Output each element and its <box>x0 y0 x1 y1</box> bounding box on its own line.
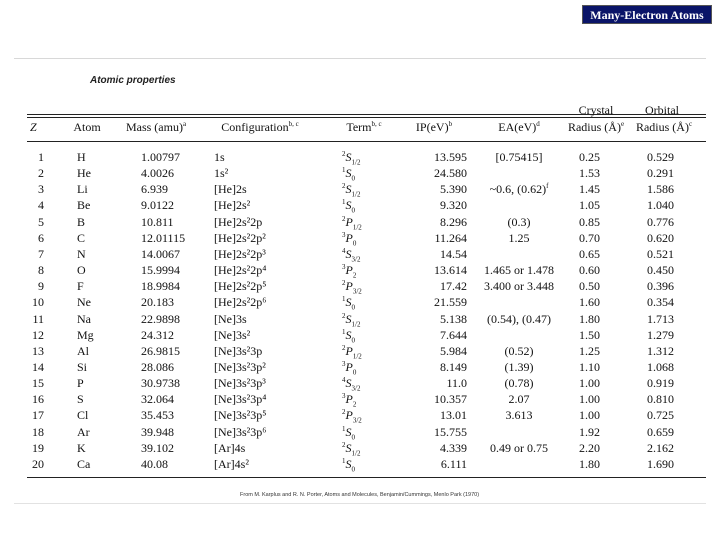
term-j: 0 <box>351 303 355 312</box>
term-letter: S <box>345 311 352 326</box>
term-j: 3/2 <box>351 384 361 393</box>
cell-mass: 14.0067 <box>141 246 180 261</box>
cell-ip: 5.984 <box>440 343 467 358</box>
cell-ea-value: 1.25 <box>508 230 530 245</box>
cell-atom: C <box>77 230 86 245</box>
cell-z: 10 <box>32 295 44 310</box>
term-letter: S <box>345 456 352 471</box>
term-letter: S <box>345 246 352 261</box>
cell-configuration: 1s <box>214 150 225 164</box>
cell-crystal: 0.85 <box>579 214 600 229</box>
cell-ea <box>506 409 533 422</box>
cell-crystal: 1.10 <box>579 359 600 374</box>
cell-z: 2 <box>38 166 44 181</box>
header-mass-label: Mass (amu) <box>125 120 183 134</box>
cell-term <box>342 343 362 361</box>
cell-z: 20 <box>32 456 44 471</box>
cell-orbital: 0.354 <box>647 295 674 310</box>
cell-orbital: 1.279 <box>647 327 674 342</box>
cell-configuration: [He]2s <box>214 182 247 197</box>
cell-configuration: [He]2s²2p³ <box>214 246 266 261</box>
cell-crystal: 1.92 <box>579 424 600 439</box>
section-heading: Atomic properties <box>90 75 176 86</box>
cell-ea-value: 1.465 or 1.478 <box>484 263 554 277</box>
cell-atom: Ca <box>77 456 91 471</box>
header-ea-label: EA(eV) <box>498 120 537 134</box>
term-letter: P <box>345 392 353 407</box>
term-multiplicity: 2 <box>342 279 346 288</box>
cell-orbital: 1.713 <box>647 311 674 326</box>
cell-atom: He <box>77 166 91 181</box>
cell-atom: N <box>77 246 86 261</box>
cell-term <box>342 426 355 439</box>
cell-ea-value: (0.78) <box>504 376 534 391</box>
cell-ea <box>505 361 534 374</box>
cell-atom: O <box>77 263 86 277</box>
cell-crystal: 1.25 <box>579 343 600 358</box>
cell-term <box>342 166 355 183</box>
term-j: 0 <box>352 368 357 377</box>
header-ea <box>498 121 539 134</box>
cell-mass: 40.08 <box>141 456 168 471</box>
cell-mass: 22.9898 <box>141 311 180 326</box>
cell-term <box>342 150 361 167</box>
cell-configuration: [Ne]3s²3p <box>214 343 263 358</box>
term-multiplicity: 1 <box>342 424 346 433</box>
cell-crystal: 0.70 <box>579 230 600 245</box>
cell-atom: Al <box>77 343 89 358</box>
cell-term <box>342 263 357 280</box>
cell-z: 17 <box>32 408 44 423</box>
header-ip-label: IP(eV) <box>415 120 449 134</box>
cell-ea <box>484 280 554 293</box>
cell-ea-value: 3.400 or 3.448 <box>484 279 554 294</box>
cell-orbital: 0.919 <box>647 376 674 391</box>
cell-ea-value: 2.07 <box>508 392 530 407</box>
header-rule <box>27 141 706 142</box>
header-ip-footnote: b <box>448 120 453 128</box>
header-crystal <box>568 121 624 134</box>
cell-ea-value: 0.49 or 0.75 <box>490 440 548 455</box>
cell-atom: P <box>77 376 84 391</box>
cell-atom: Ne <box>77 295 91 310</box>
cell-mass: 26.9815 <box>141 343 180 358</box>
cell-ip: 6.111 <box>440 456 467 471</box>
term-j: 1/2 <box>351 449 361 458</box>
cell-mass: 24.312 <box>141 327 174 342</box>
cell-atom: Li <box>77 182 88 197</box>
cell-z: 8 <box>38 263 44 277</box>
header-z: Z <box>30 120 37 134</box>
header-orbital-line1: Orbital <box>645 103 679 117</box>
cell-ea <box>490 183 549 196</box>
cell-atom: Ar <box>77 424 90 439</box>
term-letter: S <box>345 295 352 310</box>
cell-ea-value: [0.75415] <box>495 150 543 164</box>
cell-orbital: 1.312 <box>647 343 674 358</box>
cell-z: 16 <box>32 392 44 407</box>
term-j: 3/2 <box>352 287 362 296</box>
cell-ip: 15.755 <box>434 424 467 439</box>
term-letter: P <box>345 263 353 277</box>
term-j: 3/2 <box>352 416 362 425</box>
term-multiplicity: 2 <box>342 150 346 158</box>
cell-ea <box>484 264 554 277</box>
cell-crystal: 2.20 <box>579 440 600 455</box>
cell-ea-footnote: f <box>546 182 549 191</box>
cell-ea <box>508 216 531 229</box>
cell-mass: 32.064 <box>141 392 174 407</box>
term-letter: S <box>345 166 352 181</box>
cell-ea <box>505 377 534 390</box>
cell-ea-value: ~0.6, (0.62) <box>489 182 547 197</box>
cell-crystal: 1.00 <box>579 408 600 423</box>
cell-term <box>342 329 355 342</box>
cell-orbital: 2.162 <box>647 440 674 455</box>
cell-ip: 13.614 <box>434 263 467 277</box>
cell-ea <box>496 151 543 164</box>
cell-ip: 5.390 <box>440 182 467 197</box>
cell-z: 11 <box>32 311 44 326</box>
cell-z: 13 <box>32 343 44 358</box>
term-letter: S <box>345 182 352 197</box>
cell-z: 9 <box>38 279 44 294</box>
cell-z: 12 <box>32 327 44 342</box>
cell-term <box>342 440 361 458</box>
term-letter: P <box>345 343 353 358</box>
cell-ea <box>490 442 548 455</box>
cell-configuration: [Ne]3s²3p² <box>214 359 266 374</box>
cell-term <box>342 182 361 199</box>
term-multiplicity: 1 <box>342 327 346 336</box>
header-term-label: Term <box>346 120 372 134</box>
header-configuration-label: Configuration <box>221 120 289 134</box>
cell-mass: 12.01115 <box>141 230 186 245</box>
bottom-rule <box>27 477 706 478</box>
term-j: 0 <box>351 432 355 441</box>
term-j: 1/2 <box>351 158 361 167</box>
term-multiplicity: 1 <box>342 456 346 465</box>
term-multiplicity: 3 <box>342 392 346 401</box>
cell-term <box>342 359 357 377</box>
cell-configuration: 1s² <box>214 166 229 181</box>
term-j: 2 <box>352 271 357 280</box>
cell-crystal: 0.60 <box>579 263 600 277</box>
cell-term <box>342 216 362 229</box>
cell-orbital: 1.040 <box>647 198 674 213</box>
cell-atom: H <box>77 150 86 164</box>
cell-z: 18 <box>32 424 44 439</box>
cell-z: 6 <box>38 230 44 245</box>
cell-term <box>342 230 357 248</box>
cell-ea-value: (0.52) <box>504 343 534 358</box>
cell-ea <box>505 345 534 358</box>
header-orbital-footnote: c <box>688 120 693 128</box>
header-term-footnote: b, c <box>371 120 382 128</box>
term-multiplicity: 4 <box>342 376 346 385</box>
cell-term <box>342 376 361 393</box>
cell-ea <box>509 232 530 245</box>
term-j: 3/2 <box>351 255 361 264</box>
cell-ea-value: 3.613 <box>505 408 533 423</box>
term-multiplicity: 3 <box>342 263 346 271</box>
header-mass <box>126 121 186 134</box>
cell-atom: F <box>77 279 84 294</box>
term-multiplicity: 3 <box>342 359 346 368</box>
term-letter: P <box>345 279 353 294</box>
cell-orbital: 0.396 <box>647 279 674 294</box>
cell-term <box>342 408 362 425</box>
cell-mass: 4.0026 <box>141 166 174 181</box>
cell-orbital: 1.068 <box>647 359 674 374</box>
cell-crystal: 1.60 <box>579 295 600 310</box>
cell-configuration: [Ne]3s²3p⁴ <box>214 392 267 407</box>
cell-orbital: 1.586 <box>647 182 674 197</box>
cell-atom: Si <box>77 359 88 374</box>
cell-atom: Mg <box>77 327 94 342</box>
term-letter: P <box>345 230 353 245</box>
cell-ea-value: (0.3) <box>507 214 531 229</box>
cell-orbital: 0.450 <box>647 263 674 277</box>
header-ea-footnote: d <box>536 120 540 128</box>
source-footnote: From M. Karplus and R. N. Porter, Atoms and Molecules, Benjamin/Cummings, Menlo Park (1970) <box>240 492 480 498</box>
cell-ea <box>509 393 530 406</box>
cell-term <box>342 392 357 409</box>
term-multiplicity: 2 <box>342 311 346 320</box>
header-term <box>346 121 381 134</box>
header-mass-footnote: a <box>182 120 187 128</box>
cell-configuration: [He]2s²2p <box>214 214 263 229</box>
header-atom: Atom <box>73 120 101 134</box>
term-letter: S <box>345 440 352 455</box>
header-configuration-footnote: b, c <box>288 120 299 128</box>
cell-orbital: 0.659 <box>647 424 674 439</box>
cell-ip: 8.149 <box>440 359 467 374</box>
cell-ip: 7.644 <box>440 327 467 342</box>
cell-mass: 18.9984 <box>141 279 180 294</box>
cell-orbital: 0.291 <box>647 166 674 181</box>
cell-orbital: 0.810 <box>647 392 674 407</box>
cell-term <box>342 295 355 312</box>
header-orbital <box>636 121 692 134</box>
cell-ea-value: (0.54), (0.47) <box>487 311 551 326</box>
header-crystal-label: Radius (Å) <box>567 120 621 134</box>
cell-z: 15 <box>32 376 44 391</box>
cell-z: 5 <box>38 214 44 229</box>
cell-term <box>342 246 361 264</box>
term-j: 0 <box>352 239 357 248</box>
cell-ip: 9.320 <box>440 198 467 213</box>
cell-mass: 1.00797 <box>141 150 180 164</box>
term-multiplicity: 4 <box>342 246 346 255</box>
cell-term <box>342 313 360 326</box>
cell-z: 4 <box>38 198 44 213</box>
cell-mass: 39.102 <box>141 440 174 455</box>
cell-mass: 39.948 <box>141 424 174 439</box>
cell-mass: 35.453 <box>141 408 174 423</box>
cell-ip: 21.559 <box>434 295 467 310</box>
term-letter: P <box>345 214 353 229</box>
cell-mass: 20.183 <box>141 295 174 310</box>
cell-configuration: [Ne]3s²3p⁶ <box>214 424 267 439</box>
header-configuration <box>221 121 298 134</box>
cell-atom: Be <box>77 198 91 213</box>
cell-orbital: 0.521 <box>647 246 674 261</box>
header-ip <box>416 121 452 134</box>
cell-ip: 17.42 <box>440 279 467 294</box>
cell-term <box>342 279 362 296</box>
cell-crystal: 0.50 <box>579 279 600 294</box>
cell-configuration: [He]2s² <box>214 198 251 213</box>
cell-configuration: [Ne]3s²3p⁵ <box>214 408 267 423</box>
cell-crystal: 0.25 <box>579 150 600 164</box>
cell-crystal: 1.45 <box>579 182 600 197</box>
cell-orbital: 0.620 <box>647 230 674 245</box>
term-letter: S <box>345 424 352 439</box>
cell-mass: 10.811 <box>141 214 174 229</box>
cell-atom: Na <box>77 311 91 326</box>
cell-orbital: 0.725 <box>647 408 674 423</box>
cell-z: 19 <box>32 440 44 455</box>
term-multiplicity: 2 <box>342 408 346 417</box>
cell-atom: Cl <box>77 408 89 423</box>
cell-ip: 13.595 <box>434 150 467 164</box>
cell-crystal: 1.05 <box>579 198 600 213</box>
term-j: 1/2 <box>352 222 362 231</box>
term-multiplicity: 1 <box>342 198 346 207</box>
cell-ip: 14.54 <box>440 246 467 261</box>
cell-crystal: 1.00 <box>579 392 600 407</box>
cell-ip: 5.138 <box>440 311 467 326</box>
cell-ip: 10.357 <box>434 392 467 407</box>
slide-title: Many-Electron Atoms <box>582 5 712 24</box>
cell-configuration: [He]2s²2p² <box>214 230 266 245</box>
cell-configuration: [Ne]3s <box>214 311 247 326</box>
cell-atom: K <box>77 440 86 455</box>
term-j: 1/2 <box>352 352 362 361</box>
cell-mass: 9.0122 <box>141 198 174 213</box>
cell-atom: B <box>77 214 86 229</box>
cell-ip: 11.0 <box>446 376 467 391</box>
cell-ip: 8.296 <box>440 214 467 229</box>
cell-term <box>342 456 355 474</box>
term-j: 0 <box>351 335 355 344</box>
term-letter: S <box>345 327 352 342</box>
cell-crystal: 1.80 <box>579 456 600 471</box>
term-multiplicity: 2 <box>342 440 346 449</box>
cell-orbital: 0.529 <box>647 150 674 164</box>
cell-ip: 13.01 <box>440 408 467 423</box>
cell-ea <box>487 313 551 326</box>
term-letter: P <box>345 359 353 374</box>
cell-configuration: [He]2s²2p⁵ <box>214 279 267 294</box>
term-multiplicity: 1 <box>342 295 346 304</box>
term-letter: P <box>345 408 353 423</box>
cell-configuration: [Ar]4s <box>214 440 246 455</box>
cell-ip: 4.339 <box>440 440 467 455</box>
cell-configuration: [Ne]3s² <box>214 327 251 342</box>
term-j: 2 <box>352 400 357 409</box>
cell-mass: 15.9994 <box>141 263 180 277</box>
header-orbital-label: Radius (Å) <box>635 120 689 134</box>
term-multiplicity: 1 <box>342 166 346 175</box>
cell-configuration: [Ar]4s² <box>214 456 249 471</box>
term-j: 1/2 <box>351 319 361 328</box>
term-j: 0 <box>351 206 355 215</box>
cell-crystal: 1.50 <box>579 327 600 342</box>
cell-configuration: [Ne]3s²3p³ <box>214 376 266 391</box>
cell-atom: S <box>77 392 84 407</box>
header-crystal-footnote: e <box>620 120 625 128</box>
term-letter: S <box>345 198 352 213</box>
term-multiplicity: 3 <box>342 230 346 239</box>
term-j: 0 <box>351 174 355 183</box>
cell-z: 3 <box>38 182 44 197</box>
cell-crystal: 1.80 <box>579 311 600 326</box>
cell-crystal: 0.65 <box>579 246 600 261</box>
cell-z: 14 <box>32 359 44 374</box>
term-multiplicity: 2 <box>342 182 346 191</box>
cell-ea-value: (1.39) <box>504 359 534 374</box>
cell-mass: 30.9738 <box>141 376 180 391</box>
cell-orbital: 1.690 <box>647 456 674 471</box>
cell-z: 7 <box>38 246 44 261</box>
cell-ip: 24.580 <box>434 166 467 181</box>
cell-crystal: 1.53 <box>579 166 600 181</box>
term-letter: S <box>345 376 352 391</box>
term-j: 1/2 <box>351 190 361 199</box>
cell-term <box>342 198 355 215</box>
cell-mass: 6.939 <box>141 182 168 197</box>
cell-crystal: 1.00 <box>579 376 600 391</box>
cell-configuration: [He]2s²2p⁴ <box>214 263 267 277</box>
cell-mass: 28.086 <box>141 359 174 374</box>
term-multiplicity: 2 <box>342 343 346 352</box>
term-letter: S <box>345 150 352 164</box>
cell-z: 1 <box>38 150 44 164</box>
cell-configuration: [He]2s²2p⁶ <box>214 295 267 310</box>
cell-ip: 11.264 <box>434 230 467 245</box>
cell-orbital: 0.776 <box>647 214 674 229</box>
term-multiplicity: 2 <box>342 214 346 223</box>
term-j: 0 <box>351 465 355 474</box>
header-crystal-line1: Crystal <box>578 103 614 117</box>
